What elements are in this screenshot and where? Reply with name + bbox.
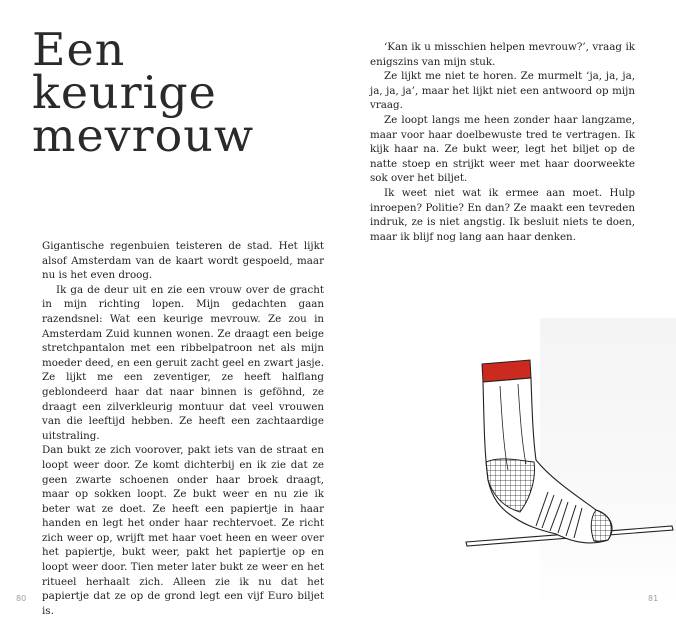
- title-line: mevrouw: [32, 109, 255, 162]
- paragraph: Gigantische regenbuien teisteren de stad. Het lijkt alsof Amsterdam van de kaart wordt gespoeld, maar nu is het even droog.: [42, 240, 324, 282]
- chapter-title: [32, 23, 255, 162]
- checkered-toe: [591, 510, 611, 542]
- paragraph: Dan bukt ze zich voorover, pakt iets van de straat en loopt weer door. Ze komt dichterbij en ik zie dat ze geen zwarte schoenen onder haar broek draagt, maar op sokken loopt. Ze bukt weer en nu zie ik beter wat ze doet. Ze heeft een papiertje in haar handen en legt het onder haar rechtervoet. Ze richt zich weer op, wrijft met haar voet heen en weer over het papiertje, bukt weer, pakt het papiertje op en loopt weer door. Tien meter later bukt ze weer en het ritueel herhaalt zich. Alleen zie ik nu dat het papiertje dat ze op de grond legt een vijf Euro biljet is.: [42, 444, 324, 617]
- right-text-column: [370, 40, 635, 244]
- sock-illustration: [440, 320, 676, 560]
- paragraph: Ze lijkt me niet te horen. Ze murmelt ‘ja, ja, ja, ja, ja, ja’, maar het lijkt niet een antwoord op mijn vraag.: [370, 70, 635, 112]
- paragraph: Ik weet niet wat ik ermee aan moet. Hulp inroepen? Politie? En dan? Ze maakt een tevreden indruk, ze is niet angstig. Ik besluit niets te doen, maar ik blijf nog lang aan haar denken.: [370, 186, 635, 243]
- title-line: keurige: [32, 66, 217, 119]
- paragraph: Ze loopt langs me heen zonder haar langzame, maar voor haar doelbewuste tred te vertragen. Ik kijk haar na. Ze bukt weer, legt het biljet op de natte stoep en strijkt weer met haar doorweekte sok over het biljet.: [370, 113, 635, 185]
- page-number-right: 81: [648, 594, 659, 603]
- page-number-left: 80: [16, 594, 27, 603]
- title-line: Een: [32, 23, 126, 76]
- paragraph: Ik ga de deur uit en zie een vrouw over de gracht in mijn richting lopen. Mijn gedachten gaan razendsnel: Wat een keurige mevrouw. Ze zou in Amsterdam Zuid kunnen wonen. Ze draagt een beige stretchpantalon met een ribbelpatroon net als mijn moeder deed, en een geruit zacht geel en zwart jasje. Ze lijkt me een zeventiger, ze heeft halflang geblondeerd haar dat naar binnen is geföhnd, ze draagt een zilverkleurig montuur dat veel vrouwen van die leeftijd hebben. Ze heeft een zachtaardige uitstraling.: [42, 283, 324, 442]
- paragraph: ‘Kan ik u misschien helpen mevrouw?’, vraag ik enigszins van mijn stuk.: [370, 41, 635, 68]
- left-text-column: [42, 239, 324, 618]
